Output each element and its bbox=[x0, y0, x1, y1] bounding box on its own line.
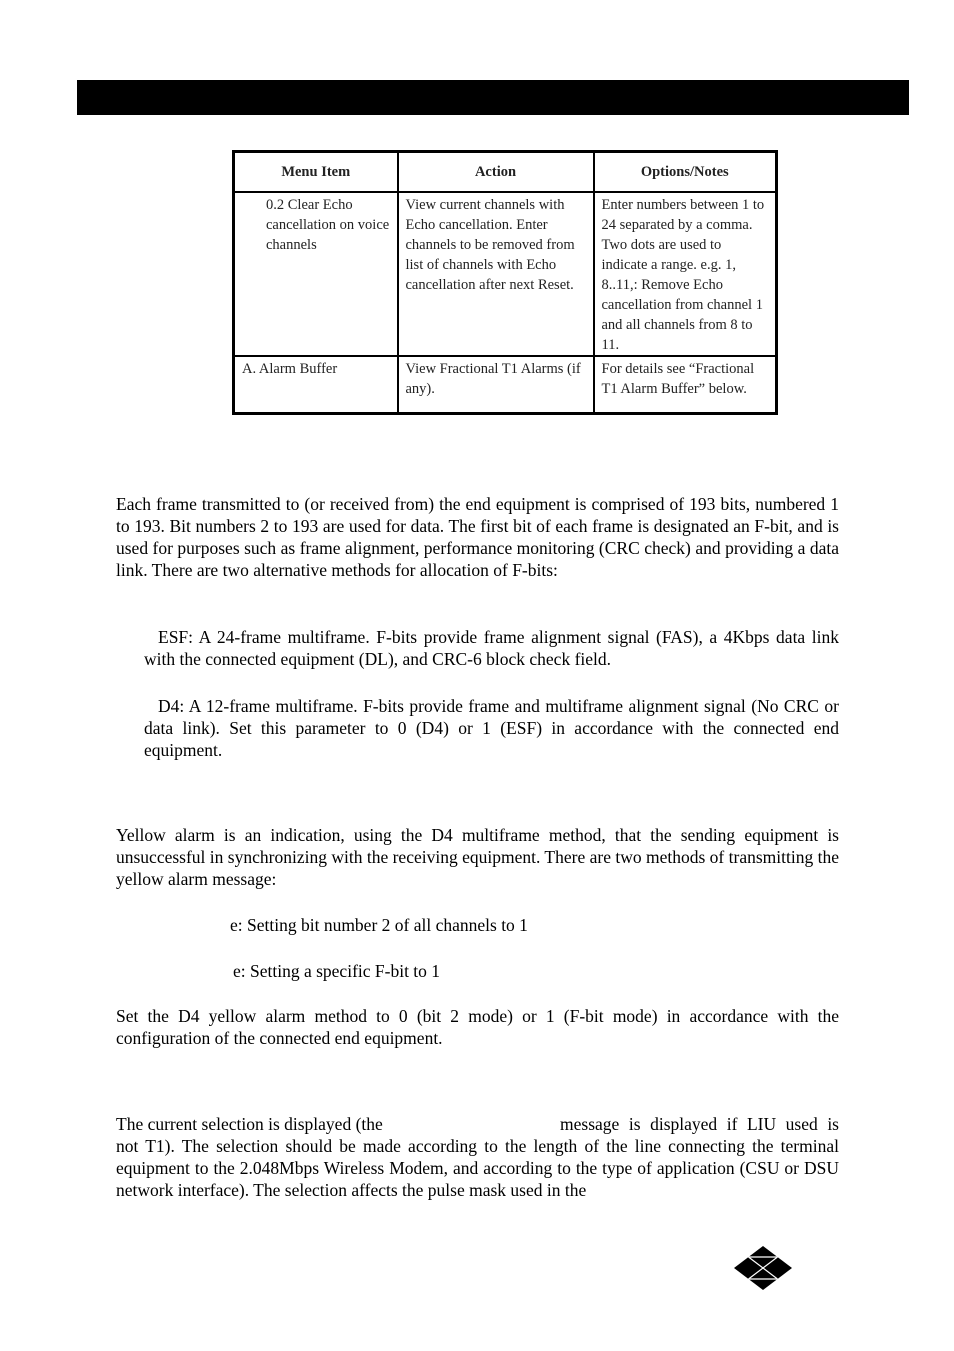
current-selection-start: The current selection is displayed (the bbox=[116, 1114, 383, 1134]
cell-notes: Enter numbers between 1 to 24 separated by a comma. Two dots are used to indicate a range. e.g. 1, 8..11,: Remove Echo cancellation from channel 1 and all channels from 8 to 11. bbox=[594, 192, 777, 356]
d4-paragraph: D4: A 12-frame multiframe. F-bits provide frame and multiframe alignment signal (No CRC or data link). Set this parameter to 0 (D4) or 1 (ESF) in accordance with the connected end equipment. bbox=[144, 696, 839, 760]
cell-action: View current channels with Echo cancellation. Enter channels to be removed from list of channels with Echo cancellation after next Reset. bbox=[398, 192, 594, 356]
fbit-mode-line: e: Setting a specific F-bit to 1 bbox=[233, 961, 441, 981]
header-options-notes: Options/Notes bbox=[594, 152, 777, 193]
yellow-alarm-paragraph: Yellow alarm is an indication, using the D4 multiframe method, that the sending equipment is unsuccessful in synchronizing with the receiving equipment. There are two methods of transmitting the yellow alarm message: bbox=[116, 825, 839, 889]
frame-paragraph: Each frame transmitted to (or received from) the end equipment is comprised of 193 bits, numbered 1 to 193. Bit numbers 2 to 193 are used for data. The first bit of each frame is designated an F-bit, and is used for purposes such as frame alignment, performance monitoring (CRC check) and providing a data link. There are two alternative methods for allocation of F-bits: bbox=[116, 494, 839, 580]
current-selection-end: message is displayed if LIU used is bbox=[560, 1114, 839, 1134]
header-action: Action bbox=[398, 152, 594, 193]
header-menu-item: Menu Item bbox=[234, 152, 398, 193]
esf-paragraph: ESF: A 24-frame multiframe. F-bits provide frame alignment signal (FAS), a 4Kbps data link with the connected equipment (DL), and CRC-6 block check field. bbox=[144, 627, 839, 669]
bit2-mode-line: e: Setting bit number 2 of all channels to 1 bbox=[230, 915, 528, 935]
table-header-row bbox=[234, 152, 777, 193]
cell-menu-item: A. Alarm Buffer bbox=[234, 356, 398, 414]
menu-table bbox=[232, 150, 778, 415]
table-row bbox=[234, 192, 777, 356]
cell-menu-item: 0.2 Clear Echo cancellation on voice channels bbox=[234, 192, 398, 356]
current-selection-paragraph: not T1). The selection should be made according to the length of the line connecting the terminal equipment to the 2.048Mbps Wireless Modem, and according to the type of application (CSU or DSU network interface). The selection affects the pulse mask used in the bbox=[116, 1136, 839, 1200]
cell-action: View Fractional T1 Alarms (if any). bbox=[398, 356, 594, 414]
table-row bbox=[234, 356, 777, 414]
cell-notes: For details see “Fractional T1 Alarm Buffer” below. bbox=[594, 356, 777, 414]
set-d4-paragraph: Set the D4 yellow alarm method to 0 (bit 2 mode) or 1 (F-bit mode) in accordance with the configuration of the connected end equipment. bbox=[116, 1006, 839, 1048]
diamond-logo-icon bbox=[734, 1246, 792, 1290]
header-bar bbox=[77, 80, 909, 115]
